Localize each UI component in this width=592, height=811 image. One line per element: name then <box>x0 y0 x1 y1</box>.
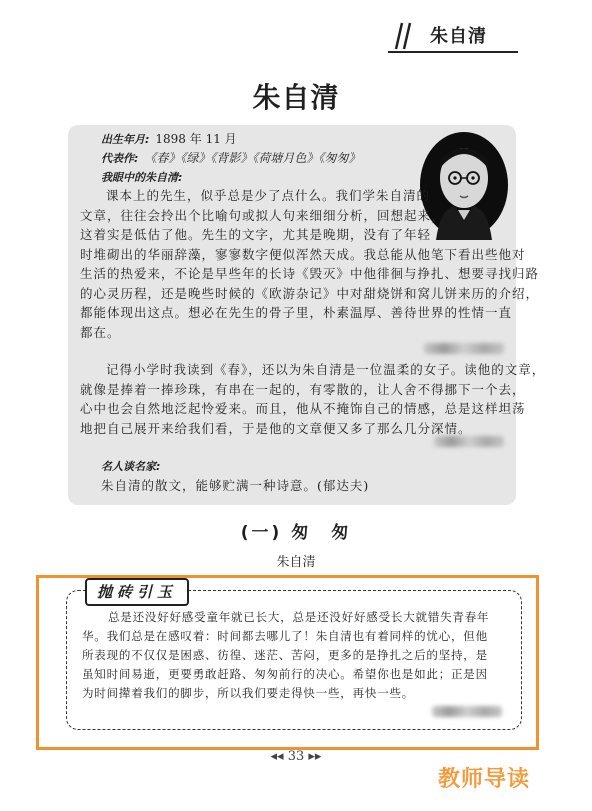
intro-line: 总是还没好好感受童年就已长大，总是还没好好感受长大就错失青春年 <box>108 610 490 624</box>
intro-line: 华。我们总是在感叹着：时间都去哪儿了！朱自清也有着同样的忧心，但他 <box>82 629 488 643</box>
essay-paragraph-1 <box>80 186 540 342</box>
section-author: 朱自清 <box>276 555 316 570</box>
essay-line: 时堆砌出的华丽辞藻，寥寥数字便似浑然天成。我总能从他笔下看出些他对 <box>80 246 526 262</box>
section-title: (一) 匆 匆 <box>240 523 352 543</box>
intro-line: 所表现的不仅仅是困惑、彷徨、迷茫、苦闷，更多的是挣扎之后的坚持，是 <box>82 648 488 662</box>
intro-text <box>82 608 512 703</box>
essay-line: 就像是捧着一捧珍珠，有串在一起的，有零散的，让人舍不得挪下一个去， <box>80 381 526 397</box>
intro-label: 抛砖引玉 <box>85 578 189 606</box>
works-value: 《春》《绿》《背影》《荷塘月色》《匆匆》 <box>144 151 361 165</box>
page-number: ◂◂ 33 ▸▸ <box>270 749 322 764</box>
essay-line: 都在。 <box>80 324 121 340</box>
header-slash-icon <box>394 21 414 51</box>
famous-label: 名人谈名家: <box>101 460 161 473</box>
birth-value: 1898 年 11 月 <box>155 132 237 146</box>
view-label: 我眼中的朱自清: <box>101 171 183 184</box>
header-rule <box>388 51 518 53</box>
intro-line: 为时间撵着我们的脚步，所以我们要走得快一些，再快一些。 <box>82 686 415 700</box>
works-label: 代表作: <box>101 152 139 165</box>
blurred-attribution <box>434 436 504 447</box>
teacher-guide-watermark: 教师导读 <box>438 767 531 792</box>
blurred-attribution <box>432 706 502 717</box>
essay-line: 课本上的先生，似乎总是少了点什么。我们学朱自清的 <box>106 188 431 203</box>
page-title: 朱自清 <box>252 81 340 114</box>
essay-line: 生活的热爱来，不论是早些年的长诗《毁灭》中他徘徊与挣扎、想要寻找归路 <box>80 266 540 281</box>
essay-line: 都能体现出这点。想必在先生的骨子里，朴素温厚、善待世界的性情一直 <box>80 305 513 320</box>
intro-line: 虽知时间易逝，更要勇敢赶路、匆匆前行的决心。希望你也是如此；正是因 <box>82 667 488 681</box>
profile-info <box>101 130 501 187</box>
birth-label: 出生年月: <box>101 133 150 146</box>
famous-quote: 朱自清的散文，能够贮满一种诗意。(郁达夫) <box>101 478 370 493</box>
essay-line: 这着实是低估了他。先生的文字，尤其是晚期，没有了年轻 <box>80 227 432 242</box>
essay-line: 的心灵历程，还是晚些时候的《欧游杂记》中对甜烧饼和窝儿饼来历的介绍， <box>80 285 540 301</box>
essay-line: 心中也会自然地泛起怜爱来。而且，他从不掩饰自己的情感，总是这样坦荡 <box>80 401 526 416</box>
essay-line: 记得小学时我读到《春》，还以为朱自清是一位温柔的女子。读他的文章， <box>106 362 546 377</box>
essay-paragraph-2 <box>80 360 546 438</box>
running-header-title: 朱自清 <box>430 26 487 47</box>
essay-line: 文章，往往会拎出个比喻句或拟人句来细细分析，回想起来， <box>80 207 445 223</box>
essay-line: 地把自己展开来给我们看，于是他的文章便又多了那么几分深情。 <box>80 420 472 436</box>
blurred-attribution <box>424 343 504 354</box>
